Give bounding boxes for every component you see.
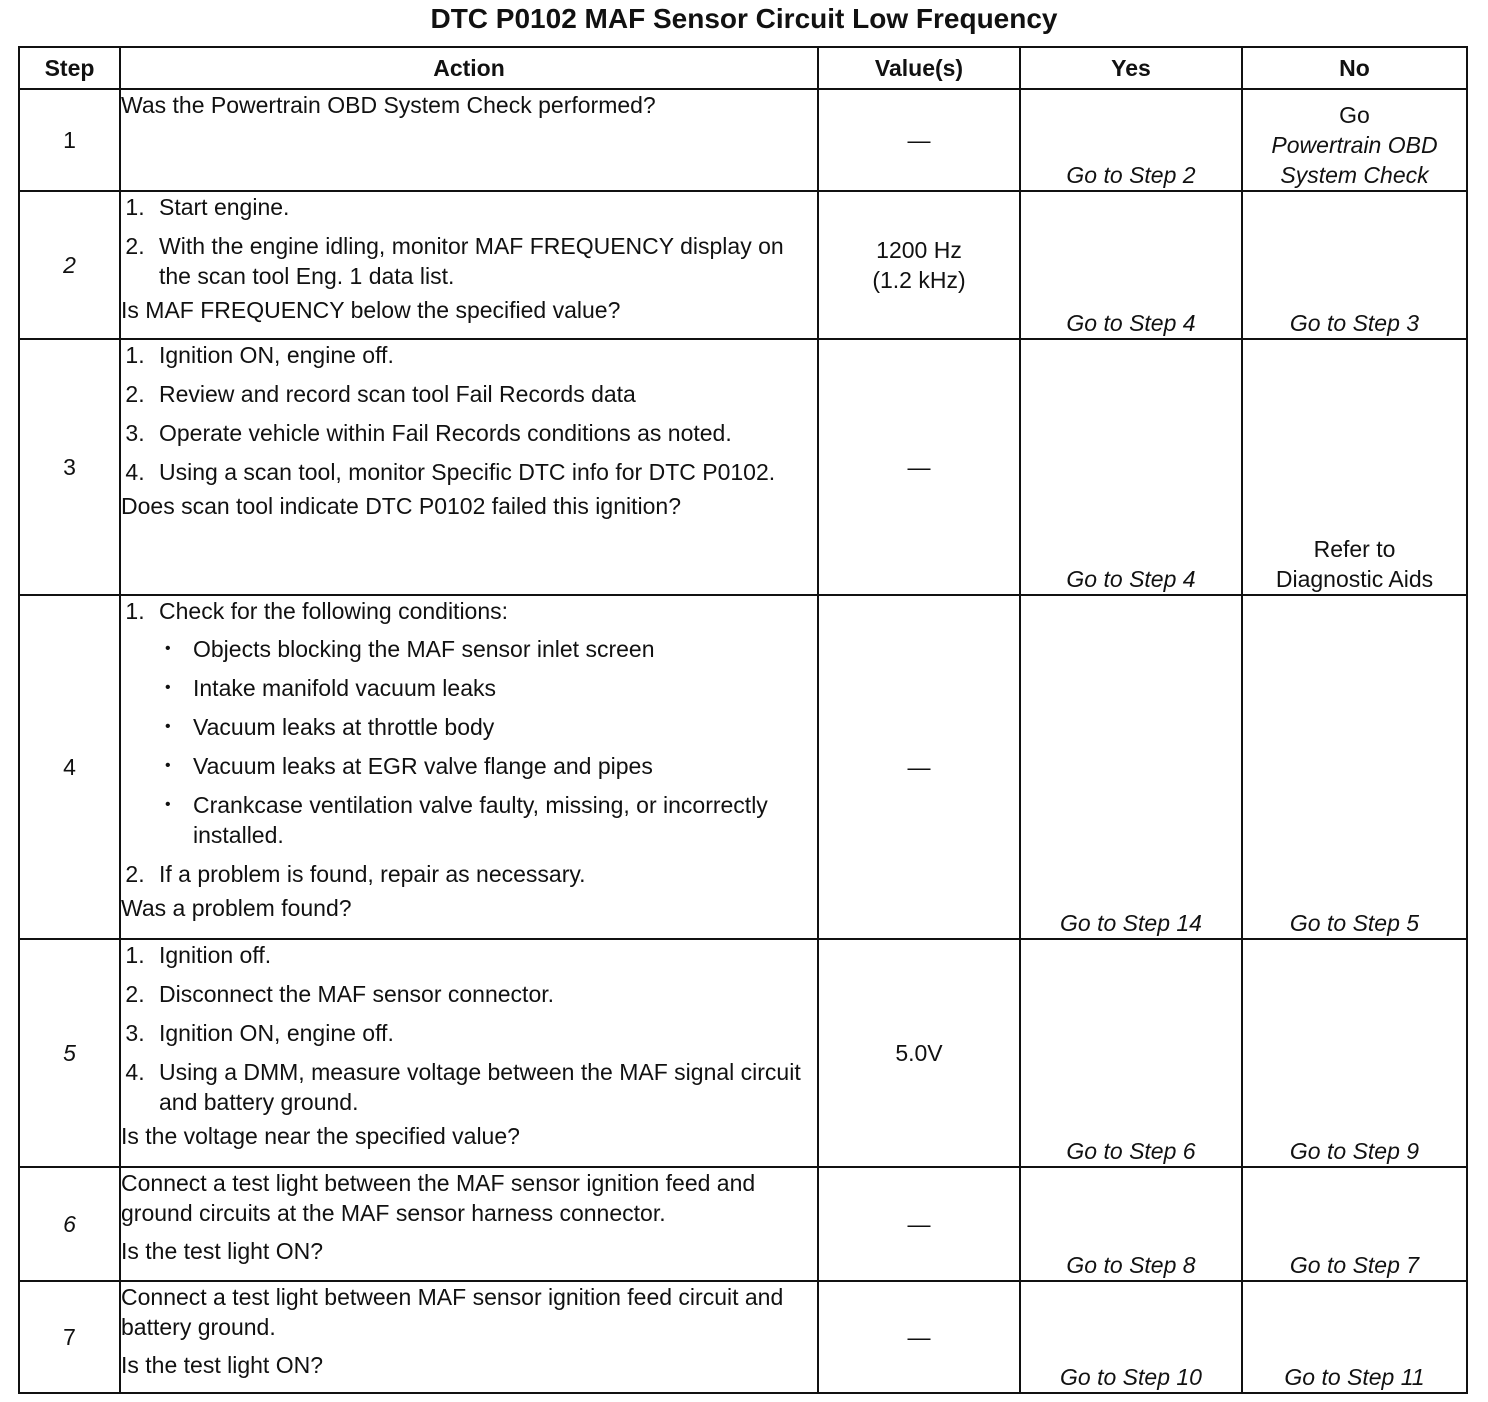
action-cell <box>120 339 818 595</box>
action-step: 2. If a problem is found, repair as necessary. <box>151 859 817 889</box>
action-step: 2. Disconnect the MAF sensor connector. <box>151 979 817 1009</box>
yes-link[interactable]: Go to Step 14 <box>1060 910 1202 936</box>
no-link[interactable]: Go to Step 7 <box>1289 1252 1420 1278</box>
yes-cell <box>1020 89 1242 191</box>
no-link-refer-line2[interactable]: Diagnostic Aids <box>1275 566 1434 592</box>
header-no: No <box>1242 47 1467 89</box>
no-cell <box>1242 939 1467 1167</box>
value-line: (1.2 kHz) <box>872 267 966 293</box>
action-cell <box>120 939 818 1167</box>
action-steps <box>121 940 817 1117</box>
value-line: 1200 Hz <box>876 237 962 263</box>
no-cell <box>1242 191 1467 339</box>
step-number: 3 <box>19 339 120 595</box>
no-link-refer-line1[interactable]: Refer to <box>1313 536 1396 562</box>
header-step: Step <box>19 47 120 89</box>
step-number: 6 <box>19 1167 120 1281</box>
action-cell <box>120 191 818 339</box>
no-cell <box>1242 595 1467 939</box>
table-row <box>19 339 1467 595</box>
action-cell <box>120 1167 818 1281</box>
action-step <box>151 596 817 850</box>
no-link[interactable]: Go to Step 11 <box>1284 1364 1425 1390</box>
value-cell: — <box>818 89 1020 191</box>
diagnostic-table <box>18 46 1468 1394</box>
condition-item: • Vacuum leaks at EGR valve flange and pipes <box>189 751 817 781</box>
no-text-go: Go <box>1339 102 1370 128</box>
value-cell: — <box>818 1281 1020 1393</box>
action-cell <box>120 595 818 939</box>
action-question: Is MAF FREQUENCY below the specified value? <box>121 297 621 323</box>
yes-link[interactable]: Go to Step 2 <box>1066 162 1196 188</box>
value-cell <box>818 191 1020 339</box>
yes-cell <box>1020 939 1242 1167</box>
value-cell: — <box>818 339 1020 595</box>
action-question: Was a problem found? <box>121 895 352 921</box>
action-step: 1. Start engine. <box>151 192 817 222</box>
action-steps <box>121 340 817 487</box>
no-cell <box>1242 1167 1467 1281</box>
table-header-row <box>19 47 1467 89</box>
action-step: 4. Using a scan tool, monitor Specific DTC info for DTC P0102. <box>151 457 817 487</box>
action-question: Does scan tool indicate DTC P0102 failed this ignition? <box>121 493 681 519</box>
page-title: DTC P0102 MAF Sensor Circuit Low Frequency <box>430 3 1058 34</box>
action-step-text: Check for the following conditions: <box>159 598 509 624</box>
yes-cell <box>1020 339 1242 595</box>
action-step: 3. Ignition ON, engine off. <box>151 1018 817 1048</box>
condition-item: • Objects blocking the MAF sensor inlet screen <box>189 634 817 664</box>
condition-item: • Crankcase ventilation valve faulty, missing, or incorrectly installed. <box>189 790 817 850</box>
step-number: 2 <box>19 191 120 339</box>
header-yes: Yes <box>1020 47 1242 89</box>
action-step: 2. With the engine idling, monitor MAF FREQUENCY display on the scan tool Eng. 1 data list. <box>151 231 817 291</box>
no-link[interactable]: Go to Step 3 <box>1289 310 1420 336</box>
step-number: 7 <box>19 1281 120 1393</box>
table-row <box>19 191 1467 339</box>
no-link-obd-line1[interactable]: Powertrain OBD <box>1271 132 1438 158</box>
action-question: Was the Powertrain OBD System Check performed? <box>121 92 656 118</box>
no-link[interactable]: Go to Step 9 <box>1289 1138 1420 1164</box>
action-step: 1. Ignition off. <box>151 940 817 970</box>
condition-item: • Intake manifold vacuum leaks <box>189 673 817 703</box>
action-step: 1. Ignition ON, engine off. <box>151 340 817 370</box>
no-link-obd-line2[interactable]: System Check <box>1280 162 1429 188</box>
action-step: 2. Review and record scan tool Fail Records data <box>151 379 817 409</box>
action-text: Connect a test light between MAF sensor ignition feed circuit and battery ground. <box>121 1284 784 1340</box>
action-text: Connect a test light between the MAF sensor ignition feed and ground circuits at the MAF sensor harness connector. <box>121 1170 756 1226</box>
no-cell <box>1242 339 1467 595</box>
action-step: 3. Operate vehicle within Fail Records conditions as noted. <box>151 418 817 448</box>
condition-item: • Vacuum leaks at throttle body <box>189 712 817 742</box>
yes-link[interactable]: Go to Step 8 <box>1066 1252 1196 1278</box>
no-cell <box>1242 1281 1467 1393</box>
step-number: 5 <box>19 939 120 1167</box>
value-cell: — <box>818 595 1020 939</box>
table-row <box>19 1281 1467 1393</box>
step-number: 4 <box>19 595 120 939</box>
table-row <box>19 89 1467 191</box>
value-cell: 5.0V <box>818 939 1020 1167</box>
action-step: 4. Using a DMM, measure voltage between the MAF signal circuit and battery ground. <box>151 1057 817 1117</box>
action-question: Is the voltage near the specified value? <box>121 1123 520 1149</box>
yes-link[interactable]: Go to Step 4 <box>1066 566 1196 592</box>
condition-list <box>159 634 817 850</box>
no-cell <box>1242 89 1467 191</box>
yes-link[interactable]: Go to Step 6 <box>1066 1138 1196 1164</box>
yes-link[interactable]: Go to Step 10 <box>1060 1364 1202 1390</box>
header-action: Action <box>120 47 818 89</box>
header-values: Value(s) <box>818 47 1020 89</box>
action-steps <box>121 192 817 291</box>
action-cell <box>120 1281 818 1393</box>
action-question: Is the test light ON? <box>121 1238 323 1264</box>
value-cell: — <box>818 1167 1020 1281</box>
yes-cell <box>1020 595 1242 939</box>
yes-link[interactable]: Go to Step 4 <box>1066 310 1196 336</box>
yes-cell <box>1020 1167 1242 1281</box>
table-row <box>19 939 1467 1167</box>
action-cell <box>120 89 818 191</box>
action-steps <box>121 596 817 889</box>
action-question: Is the test light ON? <box>121 1352 323 1378</box>
table-row <box>19 1167 1467 1281</box>
step-number: 1 <box>19 89 120 191</box>
no-link[interactable]: Go to Step 5 <box>1289 910 1420 936</box>
yes-cell <box>1020 191 1242 339</box>
table-row <box>19 595 1467 939</box>
yes-cell <box>1020 1281 1242 1393</box>
